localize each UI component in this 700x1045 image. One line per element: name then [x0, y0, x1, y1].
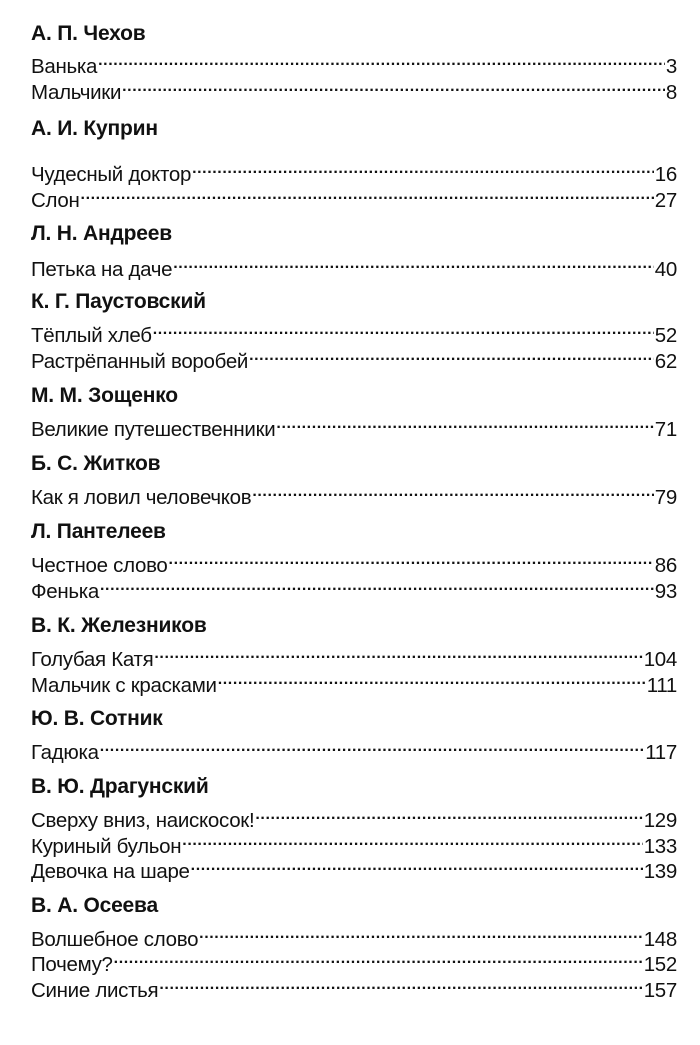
toc-entry[interactable]: [31, 852, 677, 883]
toc-entry[interactable]: [31, 733, 677, 764]
toc-entry[interactable]: [31, 342, 677, 373]
entry-page-number: 86: [654, 554, 677, 577]
entry-page-number: 40: [654, 258, 677, 281]
dot-leader: [159, 971, 642, 997]
author-heading: В. Ю. Драгунский: [31, 775, 209, 798]
toc-entry[interactable]: [31, 971, 677, 1002]
entry-page-number: 157: [643, 979, 677, 1002]
dot-leader: [100, 572, 654, 598]
entry-title: Волшебное слово: [31, 928, 199, 951]
toc-entry[interactable]: [31, 666, 677, 697]
entry-page-number: 139: [643, 860, 677, 883]
toc-entry[interactable]: [31, 316, 677, 347]
dot-leader: [182, 827, 642, 853]
dot-leader: [192, 155, 654, 181]
entry-page-number: 27: [654, 189, 677, 212]
dot-leader: [100, 733, 644, 759]
entry-title: Девочка на шаре: [31, 860, 190, 883]
entry-title: Сверху вниз, наискосок!: [31, 809, 255, 832]
toc-entry[interactable]: [31, 827, 677, 858]
entry-page-number: 152: [643, 953, 677, 976]
entry-page-number: 52: [654, 324, 677, 347]
entry-page-number: 93: [654, 580, 677, 603]
entry-title: Растрёпанный воробей: [31, 350, 249, 373]
dot-leader: [252, 478, 653, 504]
entry-title: Великие путешественники: [31, 418, 276, 441]
entry-page-number: 111: [646, 674, 677, 697]
toc-entry[interactable]: [31, 410, 677, 441]
author-heading: В. К. Железников: [31, 614, 207, 637]
dot-leader: [173, 250, 654, 276]
author-heading: Л. Пантелеев: [31, 520, 166, 543]
entry-page-number: 133: [643, 835, 677, 858]
entry-page-number: 104: [643, 648, 677, 671]
dot-leader: [98, 47, 665, 73]
entry-title: Мальчик с красками: [31, 674, 217, 697]
author-heading: Ю. В. Сотник: [31, 707, 163, 730]
entry-page-number: 3: [665, 55, 677, 78]
author-heading: А. П. Чехов: [31, 22, 146, 45]
entry-title: Как я ловил человечков: [31, 486, 252, 509]
entry-title: Петька на даче: [31, 258, 173, 281]
entry-page-number: 79: [654, 486, 677, 509]
entry-title: Мальчики: [31, 81, 122, 104]
dot-leader: [199, 920, 643, 946]
entry-page-number: 117: [645, 741, 677, 764]
dot-leader: [169, 546, 654, 572]
dot-leader: [154, 640, 642, 666]
author-heading: Б. С. Житков: [31, 452, 161, 475]
entry-title: Голубая Катя: [31, 648, 154, 671]
dot-leader: [276, 410, 653, 436]
entry-page-number: 8: [665, 81, 677, 104]
entry-title: Почему?: [31, 953, 113, 976]
dot-leader: [255, 801, 642, 827]
toc-entry[interactable]: [31, 801, 677, 832]
dot-leader: [81, 181, 654, 207]
entry-title: Ванька: [31, 55, 98, 78]
author-heading: М. М. Зощенко: [31, 384, 178, 407]
entry-title: Гадюка: [31, 741, 99, 764]
dot-leader: [218, 666, 646, 692]
author-heading: А. И. Куприн: [31, 117, 158, 140]
author-heading: В. А. Осеева: [31, 894, 158, 917]
entry-page-number: 16: [654, 163, 677, 186]
toc-entry[interactable]: [31, 546, 677, 577]
toc-entry[interactable]: [31, 640, 677, 671]
toc-entry[interactable]: [31, 478, 677, 509]
entry-title: Синие листья: [31, 979, 159, 1002]
entry-title: Слон: [31, 189, 80, 212]
dot-leader: [122, 73, 665, 99]
entry-page-number: 62: [654, 350, 677, 373]
toc-entry[interactable]: [31, 945, 677, 976]
toc-entry[interactable]: [31, 181, 677, 212]
dot-leader: [249, 342, 654, 368]
toc-entry[interactable]: [31, 73, 677, 104]
toc-entry[interactable]: [31, 250, 677, 281]
entry-title: Фенька: [31, 580, 100, 603]
entry-title: Честное слово: [31, 554, 168, 577]
dot-leader: [153, 316, 654, 342]
entry-title: Куриный бульон: [31, 835, 182, 858]
entry-page-number: 129: [643, 809, 677, 832]
entry-title: Чудесный доктор: [31, 163, 192, 186]
entry-title: Тёплый хлеб: [31, 324, 152, 347]
author-heading: Л. Н. Андреев: [31, 222, 172, 245]
toc-entry[interactable]: [31, 47, 677, 78]
author-heading: К. Г. Паустовский: [31, 290, 206, 313]
dot-leader: [191, 852, 643, 878]
toc-entry[interactable]: [31, 920, 677, 951]
dot-leader: [114, 945, 643, 971]
toc-entry[interactable]: [31, 572, 677, 603]
entry-page-number: 71: [654, 418, 677, 441]
toc-entry[interactable]: [31, 155, 677, 186]
entry-page-number: 148: [643, 928, 677, 951]
